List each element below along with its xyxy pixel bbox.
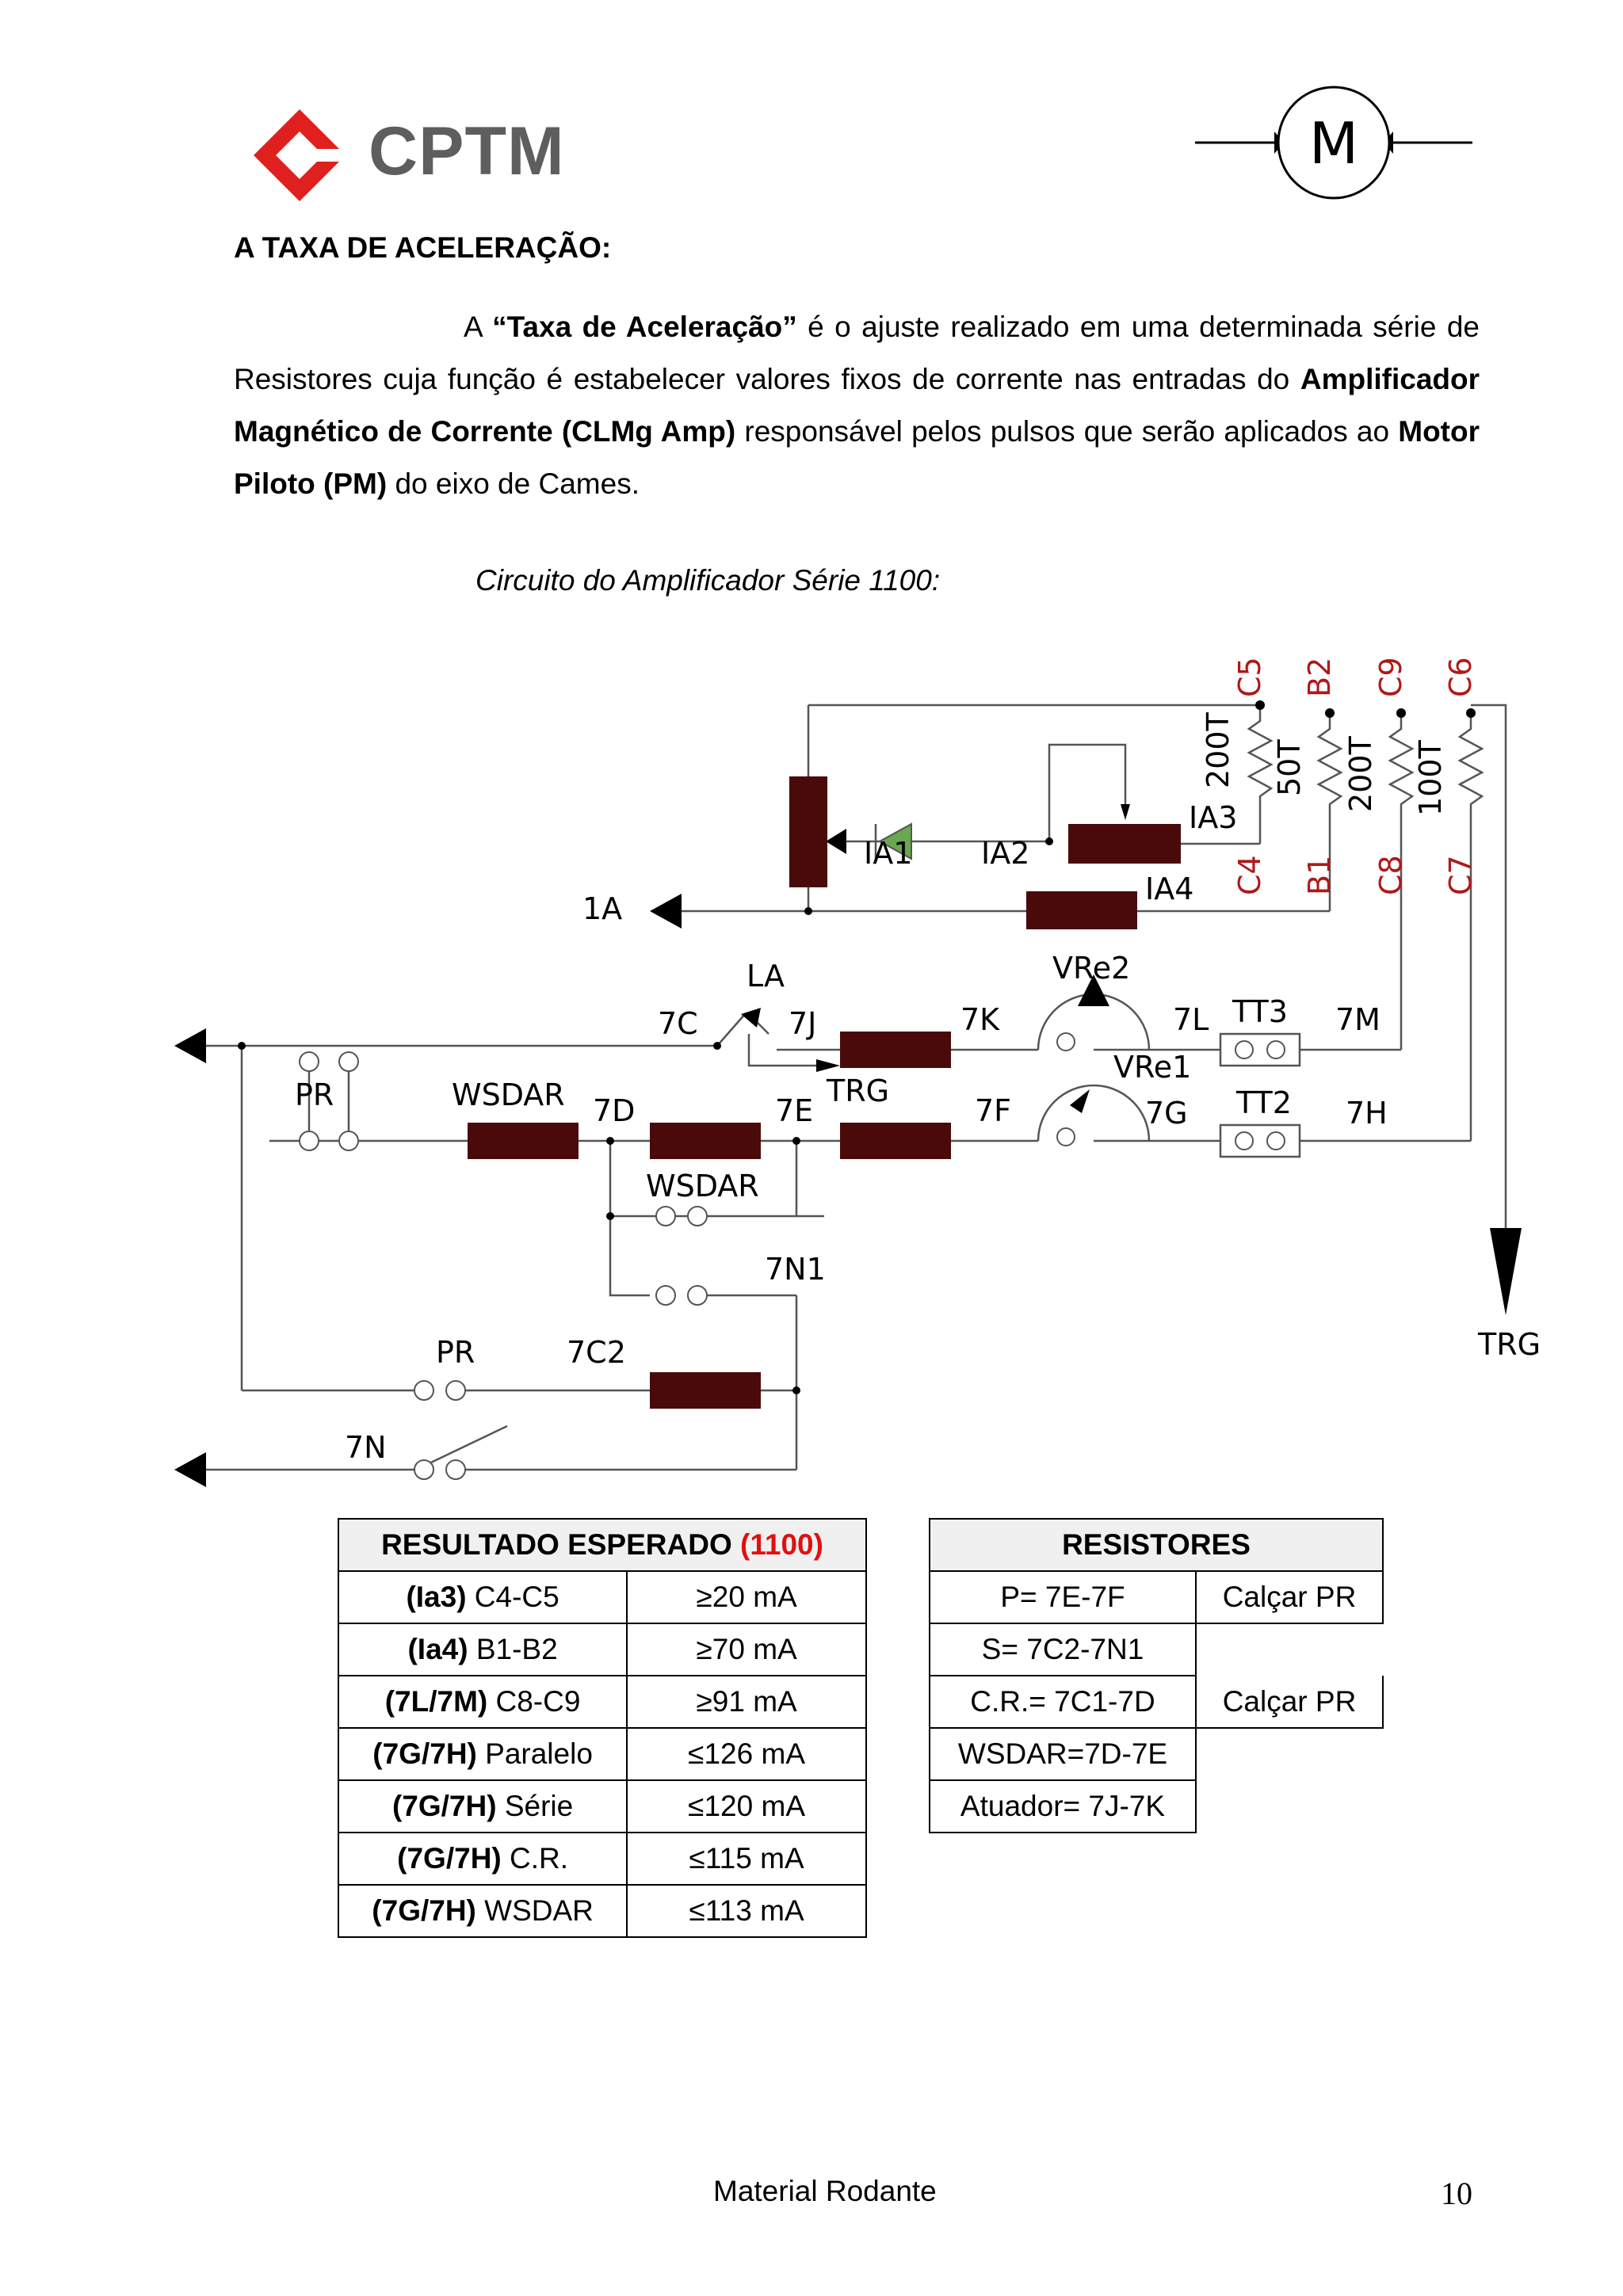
label-7n1: 7N1 bbox=[765, 1252, 826, 1287]
row-label: C4-C5 bbox=[466, 1581, 559, 1613]
ia1-arrow-icon bbox=[826, 829, 846, 854]
resistor-name: Atuador= 7J-7K bbox=[930, 1780, 1196, 1833]
row-value: ≤115 mA bbox=[627, 1833, 866, 1885]
table-header bbox=[338, 1519, 866, 1571]
circuit-caption: Circuito do Amplificador Série 1100: bbox=[475, 564, 941, 597]
para-bold-2: Amplificador Magnético de Corrente (CLMg Amp) bbox=[234, 363, 1480, 448]
label-7d: 7D bbox=[593, 1093, 636, 1128]
label-7m: 7M bbox=[1335, 1002, 1381, 1037]
table-row bbox=[930, 1676, 1383, 1728]
table-row bbox=[338, 1676, 866, 1728]
row-value: ≥70 mA bbox=[627, 1623, 866, 1676]
label-7k: 7K bbox=[960, 1002, 1000, 1037]
resistores-title: RESISTORES bbox=[930, 1519, 1383, 1571]
row-label: C.R. bbox=[501, 1842, 569, 1875]
terminal-bottom-c8: C8 bbox=[1373, 855, 1408, 895]
row-label: WSDAR bbox=[475, 1894, 594, 1927]
row-key: (7L/7M) bbox=[384, 1685, 488, 1718]
ia4-coil bbox=[1026, 891, 1137, 929]
trg-arrow-icon bbox=[816, 1059, 840, 1072]
label-ia1: IA1 bbox=[864, 836, 913, 871]
table-row bbox=[338, 1885, 866, 1937]
para-bold-3: Motor Piloto (PM) bbox=[234, 415, 1480, 500]
label-7e: 7E bbox=[775, 1093, 814, 1128]
table-title: RESULTADO ESPERADO bbox=[381, 1528, 741, 1561]
row-value: ≥91 mA bbox=[627, 1676, 866, 1728]
para-text-2: é o ajuste realizado em uma determinada série de Resistores cuja função é estabelecer valores fixos de corrente nas entradas do bbox=[234, 311, 1480, 395]
row-value: ≥20 mA bbox=[627, 1571, 866, 1623]
label-la: LA bbox=[747, 959, 785, 994]
row-label: B1-B2 bbox=[468, 1633, 558, 1665]
label-pr-2: PR bbox=[436, 1335, 475, 1370]
table-row bbox=[930, 1571, 1383, 1623]
label-tt2: TT2 bbox=[1236, 1085, 1292, 1120]
label-7h: 7H bbox=[1346, 1096, 1388, 1131]
resistor-200t-zigzag bbox=[1249, 705, 1271, 816]
cr-resistor bbox=[650, 1123, 761, 1159]
label-tt3: TT3 bbox=[1232, 994, 1288, 1029]
row-value: ≤120 mA bbox=[627, 1780, 866, 1833]
s-resistor bbox=[650, 1372, 761, 1409]
page-number: 10 bbox=[1441, 2176, 1472, 2211]
label-wsdar-2: WSDAR bbox=[646, 1169, 759, 1203]
left-arrow-icon bbox=[174, 1028, 206, 1063]
actuator-7j-7k bbox=[840, 1032, 951, 1068]
row-value: ≤113 mA bbox=[627, 1885, 866, 1937]
para-bold-1: “Taxa de Aceleração” bbox=[492, 311, 797, 343]
table-row bbox=[338, 1833, 866, 1885]
para-text-4: do eixo de Cames. bbox=[387, 467, 640, 500]
label-wsdar: WSDAR bbox=[452, 1077, 565, 1112]
resistor-note bbox=[1196, 1623, 1383, 1676]
table-title-highlight: (1100) bbox=[740, 1528, 823, 1561]
label-vre2: VRe2 bbox=[1052, 951, 1131, 986]
row-label: Paralelo bbox=[476, 1737, 593, 1770]
intro-paragraph bbox=[234, 301, 1480, 510]
terminal-top-c6: C6 bbox=[1443, 657, 1478, 697]
resistor-name: C.R.= 7C1-7D bbox=[930, 1676, 1196, 1728]
terminal-top-b2: B2 bbox=[1302, 657, 1337, 697]
table-row bbox=[338, 1571, 866, 1623]
para-text-3: responsável pelos pulsos que serão aplicados ao bbox=[735, 415, 1399, 448]
vre1-arrow-icon bbox=[1070, 1089, 1090, 1113]
label-pr: PR bbox=[295, 1077, 334, 1112]
label-7l: 7L bbox=[1173, 1002, 1209, 1037]
logo-text: CPTM bbox=[369, 113, 565, 189]
footer-title: Material Rodante bbox=[713, 2175, 937, 2207]
table-row bbox=[338, 1780, 866, 1833]
resistor-value-200t-b: 200T bbox=[1343, 736, 1378, 812]
resistores-table bbox=[929, 1518, 1384, 1833]
resistor-note bbox=[1196, 1780, 1383, 1833]
row-value: ≤126 mA bbox=[627, 1728, 866, 1780]
resistor-name: P= 7E-7F bbox=[930, 1571, 1196, 1623]
label-1a: 1A bbox=[582, 891, 623, 926]
p-resistor bbox=[840, 1123, 951, 1159]
label-ia2: IA2 bbox=[981, 836, 1030, 871]
label-7j: 7J bbox=[789, 1006, 817, 1041]
arrow-1a-icon bbox=[650, 894, 682, 929]
resistor-note bbox=[1196, 1728, 1383, 1780]
table-row bbox=[930, 1728, 1383, 1780]
label-7c2: 7C2 bbox=[567, 1335, 626, 1370]
resistor-note: Calçar PR bbox=[1196, 1571, 1383, 1623]
terminal-bottom-c4: C4 bbox=[1232, 855, 1267, 895]
la-arrow-icon bbox=[741, 1008, 761, 1028]
motor-symbol-icon bbox=[1195, 79, 1472, 206]
resistor-note: Calçar PR bbox=[1196, 1676, 1383, 1728]
motor-label: M bbox=[1308, 110, 1359, 177]
table-row bbox=[338, 1728, 866, 1780]
resistor-value-50t: 50T bbox=[1272, 739, 1307, 796]
row-key: (7G/7H) bbox=[372, 1737, 477, 1770]
ia1-coil bbox=[789, 776, 827, 887]
ia3-coil bbox=[1068, 824, 1181, 864]
terminal-bottom-c7: C7 bbox=[1443, 855, 1478, 895]
resistor-100t-zigzag bbox=[1460, 713, 1482, 1133]
row-key: (Ia4) bbox=[407, 1633, 468, 1665]
label-ia3: IA3 bbox=[1189, 800, 1238, 835]
label-trg: TRG bbox=[827, 1074, 890, 1108]
row-key: (7G/7H) bbox=[391, 1790, 497, 1822]
table-row bbox=[930, 1780, 1383, 1833]
table-row bbox=[930, 1623, 1383, 1676]
terminal-bottom-b1: B1 bbox=[1302, 855, 1337, 895]
resistor-value-200t: 200T bbox=[1201, 712, 1235, 788]
row-key: (Ia3) bbox=[406, 1581, 467, 1613]
label-ia4: IA4 bbox=[1145, 871, 1194, 906]
label-7f: 7F bbox=[975, 1093, 1012, 1128]
amplifier-circuit-diagram bbox=[158, 634, 1569, 1505]
row-key: (7G/7H) bbox=[372, 1894, 476, 1927]
resistor-name: WSDAR=7D-7E bbox=[930, 1728, 1196, 1780]
label-7g: 7G bbox=[1145, 1096, 1188, 1131]
resistor-name: S= 7C2-7N1 bbox=[930, 1623, 1196, 1676]
label-7c: 7C bbox=[658, 1006, 698, 1041]
ia3-arrow-icon bbox=[1121, 804, 1130, 820]
terminal-top-c5: C5 bbox=[1232, 657, 1267, 697]
wsdar-resistor bbox=[468, 1123, 579, 1159]
row-key: (7G/7H) bbox=[397, 1842, 502, 1875]
label-vre1: VRe1 bbox=[1113, 1050, 1192, 1085]
expected-results-table bbox=[338, 1518, 867, 1938]
row-label: C8-C9 bbox=[487, 1685, 581, 1718]
table-row bbox=[338, 1623, 866, 1676]
para-text-1: A bbox=[464, 311, 493, 343]
section-heading: A TAXA DE ACELERAÇÃO: bbox=[234, 231, 612, 264]
resistor-value-100t: 100T bbox=[1413, 740, 1448, 816]
terminal-top-c9: C9 bbox=[1373, 657, 1408, 697]
label-trg-2: TRG bbox=[1478, 1327, 1541, 1362]
label-7n: 7N bbox=[345, 1430, 387, 1465]
trg-down-arrow-icon bbox=[1490, 1228, 1522, 1315]
row-label: Série bbox=[496, 1790, 574, 1822]
arrow-7n-icon bbox=[174, 1452, 206, 1487]
